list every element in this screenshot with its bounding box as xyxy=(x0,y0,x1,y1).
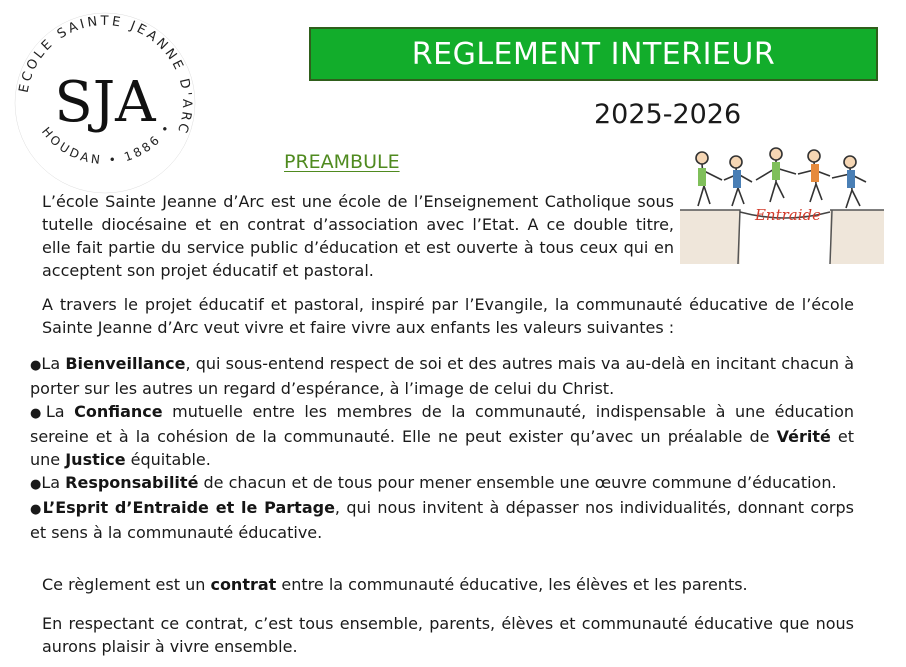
cliff-left xyxy=(680,210,740,264)
logo-monogram: SJA xyxy=(54,70,156,135)
entraide-illustration xyxy=(680,140,884,264)
entraide-word: Entraide xyxy=(754,206,822,224)
figure-shirt xyxy=(811,164,819,182)
preamble-paragraph-1: L’école Sainte Jeanne d’Arc est une école de l’Enseignement Catholique sous tutelle diocésaine et en contrat d’association avec l’Etat. A ce double titre, elle fait partie du service public d’éducation et est ouverte à tous ceux qui en acceptent son projet éducatif et pastoral. xyxy=(42,192,674,280)
school-year: 2025-2026 xyxy=(594,99,742,130)
value-keyword: Confiance xyxy=(74,402,163,421)
list-item: ●La Bienveillance, qui sous-entend respect de soi et des autres mais va au-delà en incitant chacun à porter sur les autres un regard d’espérance, à l’image de celui du Christ. xyxy=(30,354,855,398)
logo-bottom-text: HOUDAN • 1886 • xyxy=(39,119,175,168)
logo-ring-text: ECOLE SAINTE JEANNE D'ARC xyxy=(16,13,195,138)
preamble-title: PREAMBULE xyxy=(284,151,400,173)
bullet-icon: ● xyxy=(30,502,43,517)
preamble-paragraph-2: A travers le projet éducatif et pastoral, inspiré par l’Evangile, la communauté éducative de l’école Sainte Jeanne d’Arc veut vivre et faire vivre aux enfants les valeurs suivantes : xyxy=(42,295,854,337)
value-keyword: L’Esprit d’Entraide et le Partage xyxy=(42,498,335,517)
bullet-icon: ● xyxy=(30,358,42,373)
value-keyword: Justice xyxy=(65,450,126,469)
closing-paragraph: En respectant ce contrat, c’est tous ensemble, parents, élèves et communauté éducative que nous aurons plaisir à vivre ensemble. xyxy=(42,614,854,656)
title-banner: REGLEMENT INTERIEUR xyxy=(309,27,878,81)
figure-shirt xyxy=(772,162,780,180)
figure-shirt xyxy=(847,170,855,188)
figure-shirt xyxy=(698,168,706,186)
cliff-right xyxy=(830,210,884,264)
value-keyword: Vérité xyxy=(776,427,831,446)
list-item: ●La Confiance mutuelle entre les membres de la communauté, indispensable à une éducation sereine et à la cohésion de la communauté. Elle ne peut exister qu’avec un préalable de Vérité et une Justice équitable. xyxy=(30,402,855,469)
school-logo xyxy=(8,6,202,200)
figure-shirt xyxy=(733,170,741,188)
values-list xyxy=(30,352,854,544)
value-keyword: Bienveillance xyxy=(65,354,186,373)
list-item: ●L’Esprit d’Entraide et le Partage, qui nous invitent à dépasser nos individualités, donnant corps et sens à la communauté éducative. xyxy=(30,498,854,542)
contract-paragraph: Ce règlement est un contrat entre la communauté éducative, les élèves et les parents. xyxy=(42,575,748,594)
value-keyword: Responsabilité xyxy=(65,473,199,492)
contract-keyword: contrat xyxy=(210,575,277,594)
bullet-icon: ● xyxy=(30,477,42,492)
bullet-icon: ● xyxy=(30,406,46,421)
list-item: ●La Responsabilité de chacun et de tous pour mener ensemble une œuvre commune d’éducation. xyxy=(30,473,837,492)
people-figures xyxy=(696,148,866,208)
